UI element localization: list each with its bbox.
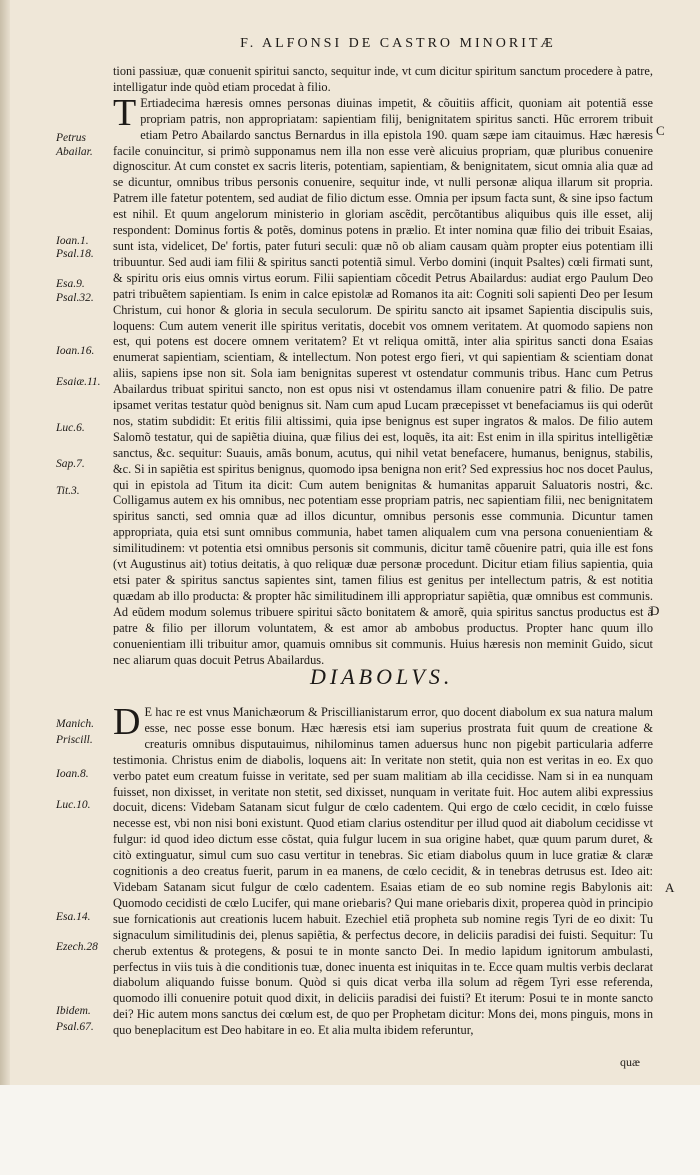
margin-note-luc-6: Luc.6.: [56, 422, 85, 434]
intro-paragraph: tioni passiuæ, quæ conuenit spiritui sancto, sequitur inde, vt cum dicitur spiritum sanctum procedere à patre, intelligatur inde quòd etiam procedat à filio.: [113, 64, 653, 94]
margin-note-luc-10: Luc.10.: [56, 799, 91, 811]
margin-note-ioan-1: Ioan.1.: [56, 235, 89, 247]
margin-note-esa-9: Esa.9.: [56, 278, 85, 290]
margin-note-psal-18: Psal.18.: [56, 248, 94, 260]
margin-note-ibidem: Ibidem.: [56, 1005, 91, 1017]
margin-note-priscill: Priscill.: [56, 734, 93, 746]
side-letter-c: C: [656, 123, 665, 138]
text-block-top: [113, 64, 653, 668]
margin-note-petrus-abailar: Petrus Abailar.: [56, 132, 93, 158]
bottom-blank-strip: [0, 1085, 700, 1175]
drop-cap-d: D: [113, 701, 141, 743]
catchword: quæ: [620, 1055, 641, 1069]
margin-note-esa-14: Esa.14.: [56, 911, 91, 923]
diabolus-paragraph: D E hac re est vnus Manichæorum & Priscillianistarum error, quo docent diabolum ex sua natura malum esse, nec posse esse bonum. Hæc hæresis etsi iam superius prostrata fuit quum de creatione & creaturis omnibus disputauimus, nihilominus tamen aduersus hunc non pigebit particularia adferre testimonia. Christus enim de diabolis, loquens ait: In veritate non stetit, quia non est veritas in eo. Ex quo verbo patet eum creatum fuisse in veritate, sed per suam malitiam ab illa cecidisse. Nam si in ea nunquam fuisset, non dixisset, in veritate non stetit, sed dixisset, nunquam in veritate fuit. Hoc autem alibi expressius docuit, dicens: Videbam Satanam sicut fulgur de cœlo cadentem. Qui ergo de cœlo cecidit, in cœlo fuisse necesse est, vbi non nisi boni existunt. Quod etiam clarius ostenditur per illud quod ait diabolum cecidisse vt fulgur: id quod ideo dictum esse cõstat, quia fulgur lucem in sua origine habet, quæ quum parum duret, & citò extinguatur, simul cum suo casu vertitur in tenebras. Sic etiam diabolus quum in luce gratiæ & claræ cognitionis a deo creatus fuerit, parum in ea manens, de cœlo cecidit, & in tenebras detrusus est. Ideo ait: Videbam Satanam sicut fulgur de cœlo cadentem. Esaias etiam de eo sub nomine regis Babylonis ait: Quomodo cecidisti de cœlo Lucifer, qui mane oriebaris? Qui mane oriebaris dixit, properea quòd in principio sue fornicationis aut creationis lucem habuit. Ezechiel etiã propheta sub nomine regis Tyri de eo dixit: Tu signaculum similitudinis dei, plenus sapiẽtia, & perfectus decore, in deliciis paradisi dei fuisti. Sequitur: Tu cherub extentus & protegens, & posui te in monte sancto Dei. In medio lapidum ignitorum ambulasti, perfectus in viis tuis à die conditionis tuæ, donec inuenta est iniquitas in te. Ecce quam multis verbis declarat diabolum aliquando fuisse bonum. Quòd si quis dicat verba illa solum ad rẽgem Tyri esse referenda, quomodo illi conuenire potuit quod dixit, in deliciis paradisi dei fuisti? Et iterum: Posui te in monte sancto dei? Hic autem mons sanctus dei cœlum est, de quo per Prophetam dicitur: Mons dei, mons pinguis, mons in quo beneplacitum est Deo habitare in eo. Et alia multa ibidem referuntur,: [113, 701, 653, 1038]
margin-note-ioan-8: Ioan.8.: [56, 768, 89, 780]
margin-note-sap-7: Sap.7.: [56, 458, 85, 470]
margin-note-esaiae-11: Esaiæ.11.: [56, 376, 101, 388]
drop-cap-t: T: [113, 91, 137, 134]
page-header: F. ALFONSI DE CASTRO MINORITÆ: [240, 36, 556, 51]
side-letter-a: A: [665, 880, 675, 895]
margin-note-psal-32: Psal.32.: [56, 292, 94, 304]
margin-note-manich: Manich.: [56, 718, 95, 730]
side-letter-d: D: [650, 603, 660, 618]
main-paragraph: T Ertiadecima hæresis omnes personas diuinas impetit, & cõuitiis afficit, quoniam ait potentiã esse propriam patris, non appropriatam: sapientiam filij, benignitatem spiritus sancti. Hũc errorem tribuit etiam Petro Abailardo sanctus Bernardus in illa epistola 190. quam sæpe iam citauimus. Hæc hæresis facile conuincitur, si primò supponamus nem illa non esse verè alicuius propriam, quæ pluribus conuenire dignoscitur. At cum constet ex sacris literis, potentiam, sapientiam, & benignitatem, sicut omnia alia quæ ad se dicuntur, omnibus tribus personis conuenire, sequitur inde, vt nulli personæ aliqua illarum sit propria. Patrem ille fatetur potentem, sed audiat de filio dictum esse. Omnia per ipsum facta sunt, & sine ipso factum est nihil. Et quum angelorum ministerio in gloriam ascẽdit, percõtantibus aliquibus quis ille esset, alij respondent: Dominus fortis & potẽs, dominus potens in prælio. Et inter nomina quæ filio dei tribuit Esaias, sunt ista, videlicet, De' fortis, pater futuri seculi: quæ nõ ob aliam causam quàm propter eius potentiam illi tribuuntur. Sed audi iam filii & spiritus sancti potentiã simul. Verbo domini (inquit Psaltes) cœli firmati sunt, & spiritu oris eius omnis virtus eorum. Filii sapientiam cõcedit Petrus Abailardus: audiat ergo Paulum Deo patri tribuẽtem sapientiam. Is enim in calce epistolæ ad Romanos ita ait: Cogniti soli sapienti Deo per Iesum Christum, cui honor & gloria in secula seculorum. De spiritu sancto ait ipsamet Sapientia discipulis suis, loquens: Cum autem venerit ille spiritus veritatis, docebit vos omnem veritatem. At quomodo sapiens non est, qui potens est docere omnem veritatem? Et vt reliqua omittã, inter alia spiritus sancti dona Esaias enumerat sapientiam, scientiam, & intellectum. Non potest ergo fieri, vt qui sapientiam & scientiam donat aliis, sapiens ipse non sit. Sola iam benignitas superest vt ostendatur communis tribus. Hanc cum Petrus Abailardus tribuat spiritui sancto, non est opus nisi vt ostendamus illam conuenire patri & filio. De patre ipsamet veritas testatur quòd benignus sit. Nam cum apud Lucam præcepisset vt benefaciamus iis qui oderũt nos, statim subdidit: Et eritis filii altissimi, quia ipse benignus est super ingratos & malos. De filio autem Salomõ testatur, qui de sapiẽtia diuina, quæ filius dei est, loquẽs, ita ait: Est enim in illa spiritus intelligẽtiæ sanctus, &c. sequitur: Suauis, amãs bonum, acutus, qui nihil vetat benefacere, humanus, benignus, stabilis, &c. Si in sapiẽtia est spiritus benignus, quomodo ipsa benigna non erit? Sed expressius hoc nos docet Paulus, qui in epistola ad Titum ita dicit: Cum autem benignitas & humanitas apparuit Saluatoris nostri, &c. Colligamus autem ex his omnibus, nec potentiam esse propriam patris, nec sapientiam filii, nec benignitatem spiritus sancti, sed omnia quæ ad illos dicuntur, omnibus personis esse communia. Dicuntur tamen appropriata, quia etsi sunt omnibus communia, habet tamen aliqualem cum vna persona conuenientiam & similitudinem: vt potentia etsi omnibus personis sit communis, dicitur tamẽ cõuenire patri, quia ille est fons (vt Augustinus ait) totius deitatis, à quo reliquæ duæ personæ procedunt. Dicitur etiam filius sapientia, quia etsi pater & spiritus sanctus sapientes sint, tamen filius est genitus per intellectum patris, & est notitia quædam ab illo producta: & propter hãc similitudinem illi appropriatur sapiẽtia, quæ omnibus est communis. Ad eũdem modum solemus tribuere spiritui sãcto bonitatem & amorẽ, quia spiritus sanctus productus est à patre & filio per illorum voluntatem, & est amor ab ambobus productus. Propter hanc quum illo conuenientiam illi tribuitur amor, quamuis omnibus sit communis. Huius hæresis non meminit Guido, sicut nec aliarum quas docuit Petrus Abailardus.: [113, 91, 653, 667]
margin-note-psal-67: Psal.67.: [56, 1021, 94, 1033]
margin-note-ioan-16: Ioan.16.: [56, 345, 95, 357]
margin-note-tit-3: Tit.3.: [56, 485, 80, 497]
section-title: DIABOLVS.: [310, 664, 454, 689]
margin-note-ezech-28: Ezech.28: [56, 941, 98, 953]
text-block-bottom: [113, 701, 653, 1039]
scan-edge: [0, 0, 10, 1175]
